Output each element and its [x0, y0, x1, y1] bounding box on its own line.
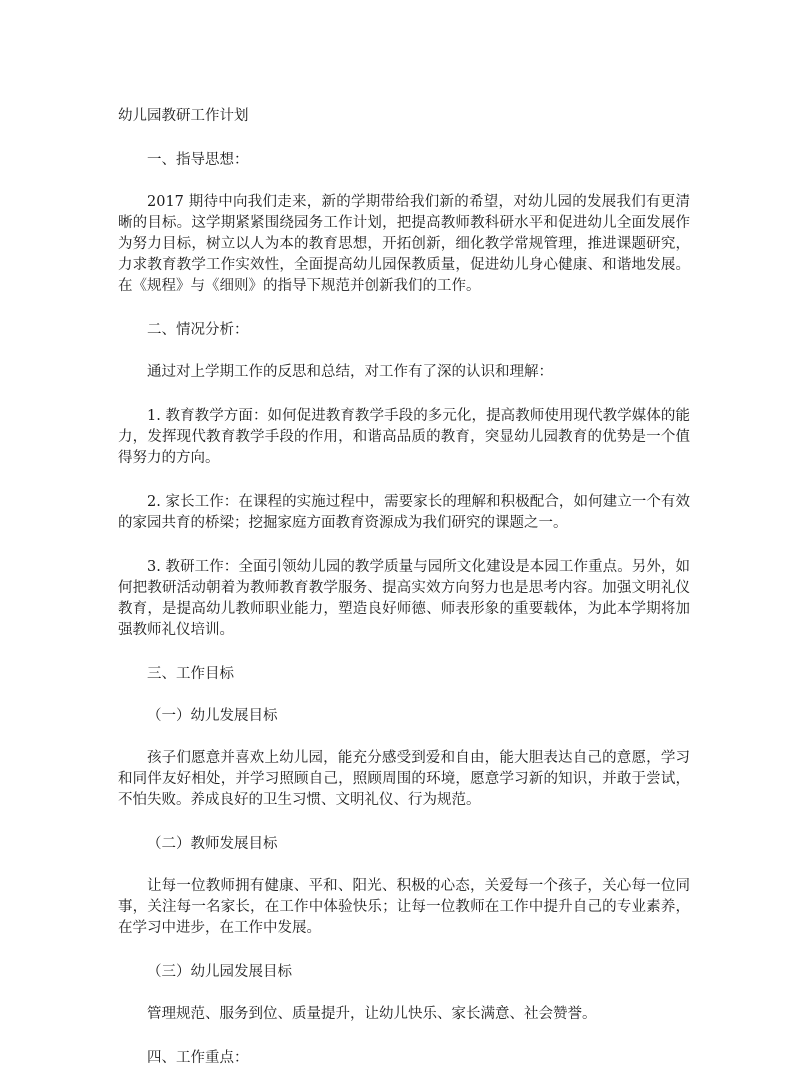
paragraph-kindergarten-development: 管理规范、服务到位、质量提升，让幼儿快乐、家长满意、社会赞誉。 [147, 1006, 597, 1022]
paragraph-parent-work: 2. 家长工作：在课程的实施过程中，需要家长的理解和积极配合，如何建立一个有效的家园共育的桥梁；挖掘家庭方面教育资源成为我们研究的课题之一。 [118, 494, 690, 531]
paragraph-guiding-thought: 2017 期待中向我们走来，新的学期带给我们新的希望，对幼儿园的发展我们有更清晰的目标。这学期紧紧围绕园务工作计划，把提高教师教科研水平和促进幼儿全面发展作为努力目标，树立以人为本的教育思想，开拓创新，细化教学常规管理，推进课题研究，力求教育教学工作实效性，全面提高幼儿园保教质量，促进幼儿身心健康、和谐地发展。在《规程》与《细则》的指导下规范并创新我们的工作。 [118, 194, 690, 294]
paragraph-teaching: 1. 教育教学方面：如何促进教育教学手段的多元化，提高教师使用现代教学媒体的能力，发挥现代教育教学手段的作用，和谐高品质的教育，突显幼儿园教育的优势是一个值得努力的方向。 [118, 408, 690, 466]
subheading-teacher-development: （二）教师发展目标 [147, 836, 278, 852]
paragraph-reflection-intro: 通过对上学期工作的反思和总结，对工作有了深的认识和理解： [147, 364, 553, 380]
section-heading-work-focus: 四、工作重点： [147, 1050, 249, 1066]
subheading-child-development: （一）幼儿发展目标 [147, 708, 278, 724]
subheading-kindergarten-development: （三）幼儿园发展目标 [147, 964, 292, 980]
paragraph-child-development: 孩子们愿意并喜欢上幼儿园，能充分感受到爱和自由，能大胆表达自己的意愿，学习和同伴友好相处，并学习照顾自己，照顾周围的环境，愿意学习新的知识，并敢于尝试，不怕失败。养成良好的卫生习惯、文明礼仪、行为规范。 [118, 750, 690, 808]
document-title: 幼儿园教研工作计划 [118, 108, 249, 124]
section-heading-work-goals: 三、工作目标 [147, 666, 234, 682]
section-heading-situation-analysis: 二、情况分析： [147, 322, 249, 338]
paragraph-research-work: 3. 教研工作：全面引领幼儿园的教学质量与园所文化建设是本园工作重点。另外，如何把教研活动朝着为教师教育教学服务、提高实效方向努力也是思考内容。加强文明礼仪教育，是提高幼儿教师职业能力，塑造良好师德、师表形象的重要载体，为此本学期将加强教师礼仪培训。 [118, 559, 690, 638]
section-heading-guiding-thought: 一、指导思想： [147, 152, 249, 168]
paragraph-teacher-development: 让每一位教师拥有健康、平和、阳光、积极的心态，关爱每一个孩子，关心每一位同事，关注每一名家长，在工作中体验快乐；让每一位教师在工作中提升自己的专业素养，在学习中进步，在工作中发展。 [118, 878, 690, 936]
document-page [118, 106, 690, 1090]
